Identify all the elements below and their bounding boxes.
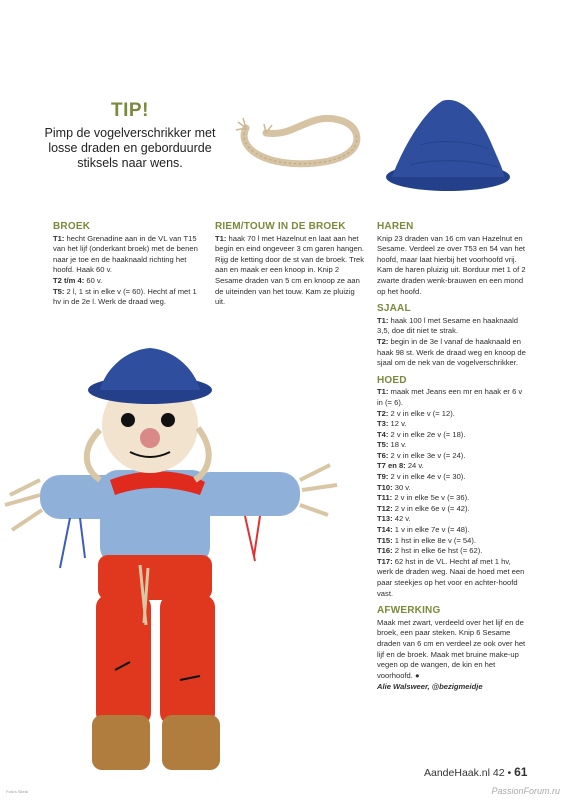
- row-text: 18 v.: [390, 440, 407, 450]
- row-label: T1:: [377, 387, 389, 397]
- row-text: 62 hst in de VL. Hecht af met 1 hv, werk de draden weg. Naai de hoed met een paar steekjes op het voor en achter-hoofd vast.: [377, 556, 525, 598]
- section-title-afwerking: AFWERKING: [377, 605, 441, 617]
- row-label: T15:: [377, 535, 393, 545]
- section-title-riem: RIEM/TOUW IN DE BROEK: [215, 221, 346, 232]
- pattern-row: [377, 483, 527, 494]
- pattern-row: [377, 409, 527, 420]
- row-label: T9:: [377, 472, 389, 482]
- row-label: T1:: [377, 315, 389, 325]
- watermark: PassionForum.ru: [491, 786, 560, 796]
- section-title-haren: HAREN: [377, 221, 414, 232]
- pattern-row: [377, 440, 527, 451]
- section-title-sjaal: SJAAL: [377, 303, 411, 315]
- row-text: 42 v.: [394, 514, 411, 524]
- row-label: T2 t/m 4:: [53, 275, 85, 285]
- row-label: T3:: [377, 419, 389, 429]
- column-left: [53, 222, 203, 308]
- column-right: [377, 222, 527, 693]
- row-label: T4:: [377, 429, 389, 439]
- magazine-name: AandeHaak.nl 42: [424, 767, 505, 779]
- section-title-broek: BROEK: [53, 221, 91, 232]
- row-text: 2 v in elke 2e v (= 18).: [390, 429, 466, 439]
- scarecrow-image: [0, 340, 345, 790]
- photo-credit: Foto's Skela: [6, 789, 28, 794]
- footer-bullet: •: [507, 767, 512, 779]
- row-text: haak 70 l met Hazelnut en laat aan het begin en eind ongeveer 3 cm garen hangen. Rijg de ketting door de st van de broek. Trek aan en maak er een knoop in. Knip 2 Sesame draden van 5 cm en knoop ze aan de uiteinden van het touw. Kam ze pluizig uit.: [215, 233, 365, 307]
- row-text: 2 v in elke 5e v (= 36).: [394, 493, 470, 503]
- row-text: 2 v in elke 4e v (= 30).: [390, 472, 466, 482]
- tip-text: Pimp de vogelverschrikker met losse draden en geborduurde stiksels naar wens.: [44, 126, 216, 170]
- tip-title: TIP!: [111, 100, 149, 121]
- pattern-row: [377, 387, 527, 408]
- row-label: T7 en 8:: [377, 461, 406, 471]
- row-text: 2 v in elke 6e v (= 42).: [394, 503, 470, 513]
- row-text: maak met Jeans een mr en haak er 6 v in (= 6).: [377, 387, 523, 407]
- row-label: T14:: [377, 525, 393, 535]
- pattern-row: [377, 419, 527, 430]
- page-footer: [424, 765, 527, 779]
- row-text: 24 v.: [407, 461, 424, 471]
- row-label: T6:: [377, 450, 389, 460]
- column-middle: [215, 222, 365, 308]
- rope-image: [226, 108, 376, 188]
- pattern-row: [377, 525, 527, 536]
- row-text: haak 100 l met Sesame en haaknaald 3,5, doe dit niet te strak.: [377, 315, 519, 336]
- pattern-row: [377, 461, 527, 472]
- row-label: T16:: [377, 546, 393, 556]
- tip-box: [40, 100, 220, 171]
- row-text: 12 v.: [390, 419, 407, 429]
- pattern-row: [377, 514, 527, 525]
- pattern-row: [53, 234, 203, 276]
- pattern-row: [377, 557, 527, 599]
- pattern-row: [377, 493, 527, 504]
- pattern-row: [377, 536, 527, 547]
- page-number: 61: [514, 765, 528, 779]
- section-title-hoed: HOED: [377, 374, 407, 386]
- row-label: T1:: [215, 233, 227, 243]
- row-text: 2 v in elke v (= 12).: [390, 408, 455, 418]
- pattern-row: [215, 234, 365, 308]
- row-text: 1 v in elke 7e v (= 48).: [394, 525, 470, 535]
- pattern-row: [377, 337, 527, 369]
- row-label: T5:: [377, 440, 389, 450]
- pattern-row: [377, 234, 527, 298]
- pattern-row: [53, 287, 203, 308]
- pattern-row: [377, 472, 527, 483]
- row-text: 2 v in elke 3e v (= 24).: [390, 450, 466, 460]
- pattern-row: [53, 276, 203, 287]
- row-text: 2 l, 1 st in elke v (= 60). Hecht af met 1 hv in de 2e l. Werk de draad weg.: [53, 286, 197, 307]
- row-text: hecht Grenadine aan in de VL van T15 van het lijf (onderkant broek) met de benen naar je toe en de haaknaald richting het hoofd. Haak 60 v.: [53, 233, 198, 275]
- row-text: 2 hst in elke 6e hst (= 62).: [394, 546, 483, 556]
- row-label: T5:: [53, 286, 65, 296]
- pattern-row: [377, 430, 527, 441]
- row-label: T17:: [377, 556, 393, 566]
- row-text: Maak met zwart, verdeeld over het lijf en de broek, een paar steken. Knip 6 Sesame draden van 6 cm en verdeel ze ook over het lijf en de broek. Maak met bruine make-up vegen op de wangen, de kin en het voorhoofd. ●: [377, 617, 526, 680]
- pattern-row: [377, 618, 527, 682]
- row-label: T11:: [377, 493, 393, 503]
- pattern-row: [377, 504, 527, 515]
- row-label: T2:: [377, 408, 389, 418]
- hat-image: [380, 95, 515, 195]
- author-signature: Alie Walsweer, @bezigmeidje: [377, 682, 483, 692]
- row-label: T13:: [377, 514, 393, 524]
- row-label: T2:: [377, 336, 389, 346]
- pattern-row: [377, 451, 527, 462]
- row-text: 30 v.: [394, 482, 411, 492]
- row-text: begin in de 3e l vanaf de haaknaald en haak 98 st. Werk de draad weg en knoop de sjaal om de nek van de vogelverschrikker.: [377, 336, 526, 368]
- row-label: T10:: [377, 482, 393, 492]
- row-text: Knip 23 draden van 16 cm van Hazelnut en Sesame. Verdeel ze over T53 en 54 van het hoofd, maar laat hierbij het voorhoofd vrij. Kam de haren pluizig uit. Borduur met 1 of 2 zwarte draden wenk-brauwen en een mond op het hoofd.: [377, 233, 526, 296]
- pattern-row: [377, 316, 527, 337]
- row-text: 1 hst in elke 8e v (= 54).: [394, 535, 477, 545]
- row-label: T1:: [53, 233, 65, 243]
- row-label: T12:: [377, 503, 393, 513]
- row-text: 60 v.: [86, 275, 103, 285]
- pattern-row: [377, 546, 527, 557]
